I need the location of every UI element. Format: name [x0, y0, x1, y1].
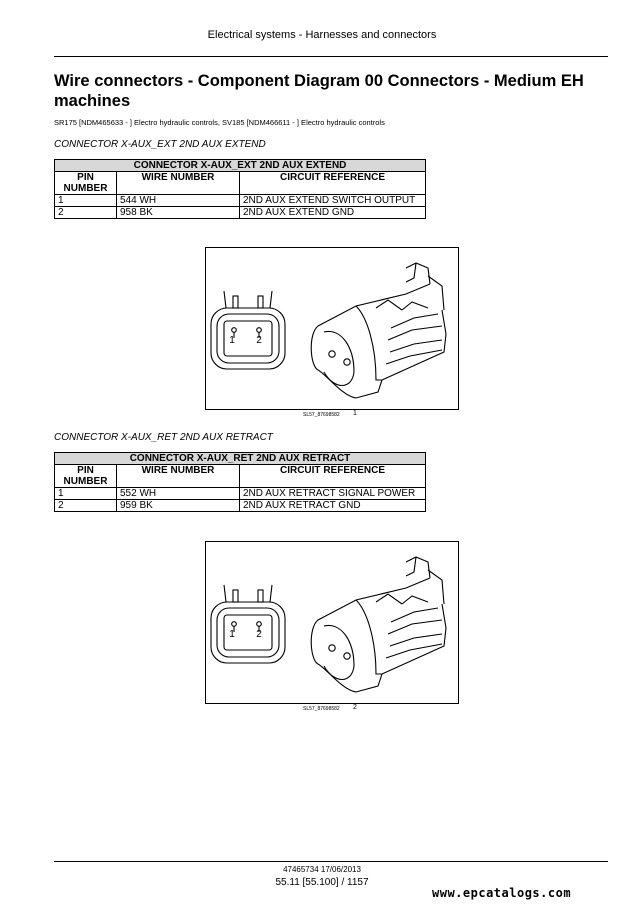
pin-number-cell: 1 [55, 195, 117, 207]
column-header: CIRCUIT REFERENCE [240, 465, 426, 488]
connector-drawing [206, 542, 458, 703]
wire-number-cell: 552 WH [117, 488, 240, 500]
table-title: CONNECTOR X-AUX_RET 2ND AUX RETRACT [55, 453, 426, 465]
pin-number-cell: 2 [55, 207, 117, 219]
column-header: PIN NUMBER [55, 172, 117, 195]
connector-figure [205, 541, 459, 704]
column-header: PIN NUMBER [55, 465, 117, 488]
table-row [55, 195, 426, 207]
header-rule [54, 56, 608, 57]
connector-heading: CONNECTOR X-AUX_EXT 2ND AUX EXTEND [54, 139, 266, 150]
circuit-reference-cell: 2ND AUX EXTEND SWITCH OUTPUT [240, 195, 426, 207]
circuit-reference-cell: 2ND AUX RETRACT GND [240, 500, 426, 512]
table-row [55, 488, 426, 500]
pin-label: 1 [229, 335, 235, 346]
connector-figure [205, 247, 459, 410]
table-row [55, 207, 426, 219]
table-title: CONNECTOR X-AUX_EXT 2ND AUX EXTEND [55, 160, 426, 172]
figure-number: 1 [353, 410, 357, 417]
connector-heading: CONNECTOR X-AUX_RET 2ND AUX RETRACT [54, 432, 273, 443]
pin-number-cell: 1 [55, 488, 117, 500]
figure-ref-code: SL57_87698582 [303, 412, 340, 418]
column-header: WIRE NUMBER [117, 172, 240, 195]
column-header: CIRCUIT REFERENCE [240, 172, 426, 195]
circuit-reference-cell: 2ND AUX EXTEND GND [240, 207, 426, 219]
wire-number-cell: 544 WH [117, 195, 240, 207]
figure-ref-code: SL57_87698582 [303, 706, 340, 712]
pin-label: 1 [229, 629, 235, 640]
page-title: Wire connectors - Component Diagram 00 Connectors - Medium EH machines [54, 72, 584, 110]
applicability-line: SR175 [NDM465633 - ] Electro hydraulic controls, SV185 [NDM466611 - ] Electro hydraulic controls [54, 118, 385, 127]
figure-number: 2 [353, 704, 357, 711]
running-header: Electrical systems - Harnesses and connectors [207, 29, 437, 41]
wire-number-cell: 959 BK [117, 500, 240, 512]
watermark-text: www.epcatalogs.com [432, 886, 572, 900]
connector-drawing [206, 248, 458, 409]
pin-label: 2 [256, 335, 262, 346]
footer-doc-code: 47465734 17/06/2013 [283, 865, 361, 874]
circuit-reference-cell: 2ND AUX RETRACT SIGNAL POWER [240, 488, 426, 500]
pin-label: 2 [256, 629, 262, 640]
footer-rule [54, 861, 608, 862]
wire-number-cell: 958 BK [117, 207, 240, 219]
column-header: WIRE NUMBER [117, 465, 240, 488]
table-row [55, 500, 426, 512]
pin-number-cell: 2 [55, 500, 117, 512]
connector-table [54, 159, 426, 219]
footer-page-ref: 55.11 [55.100] / 1157 [275, 877, 369, 888]
connector-table [54, 452, 426, 512]
